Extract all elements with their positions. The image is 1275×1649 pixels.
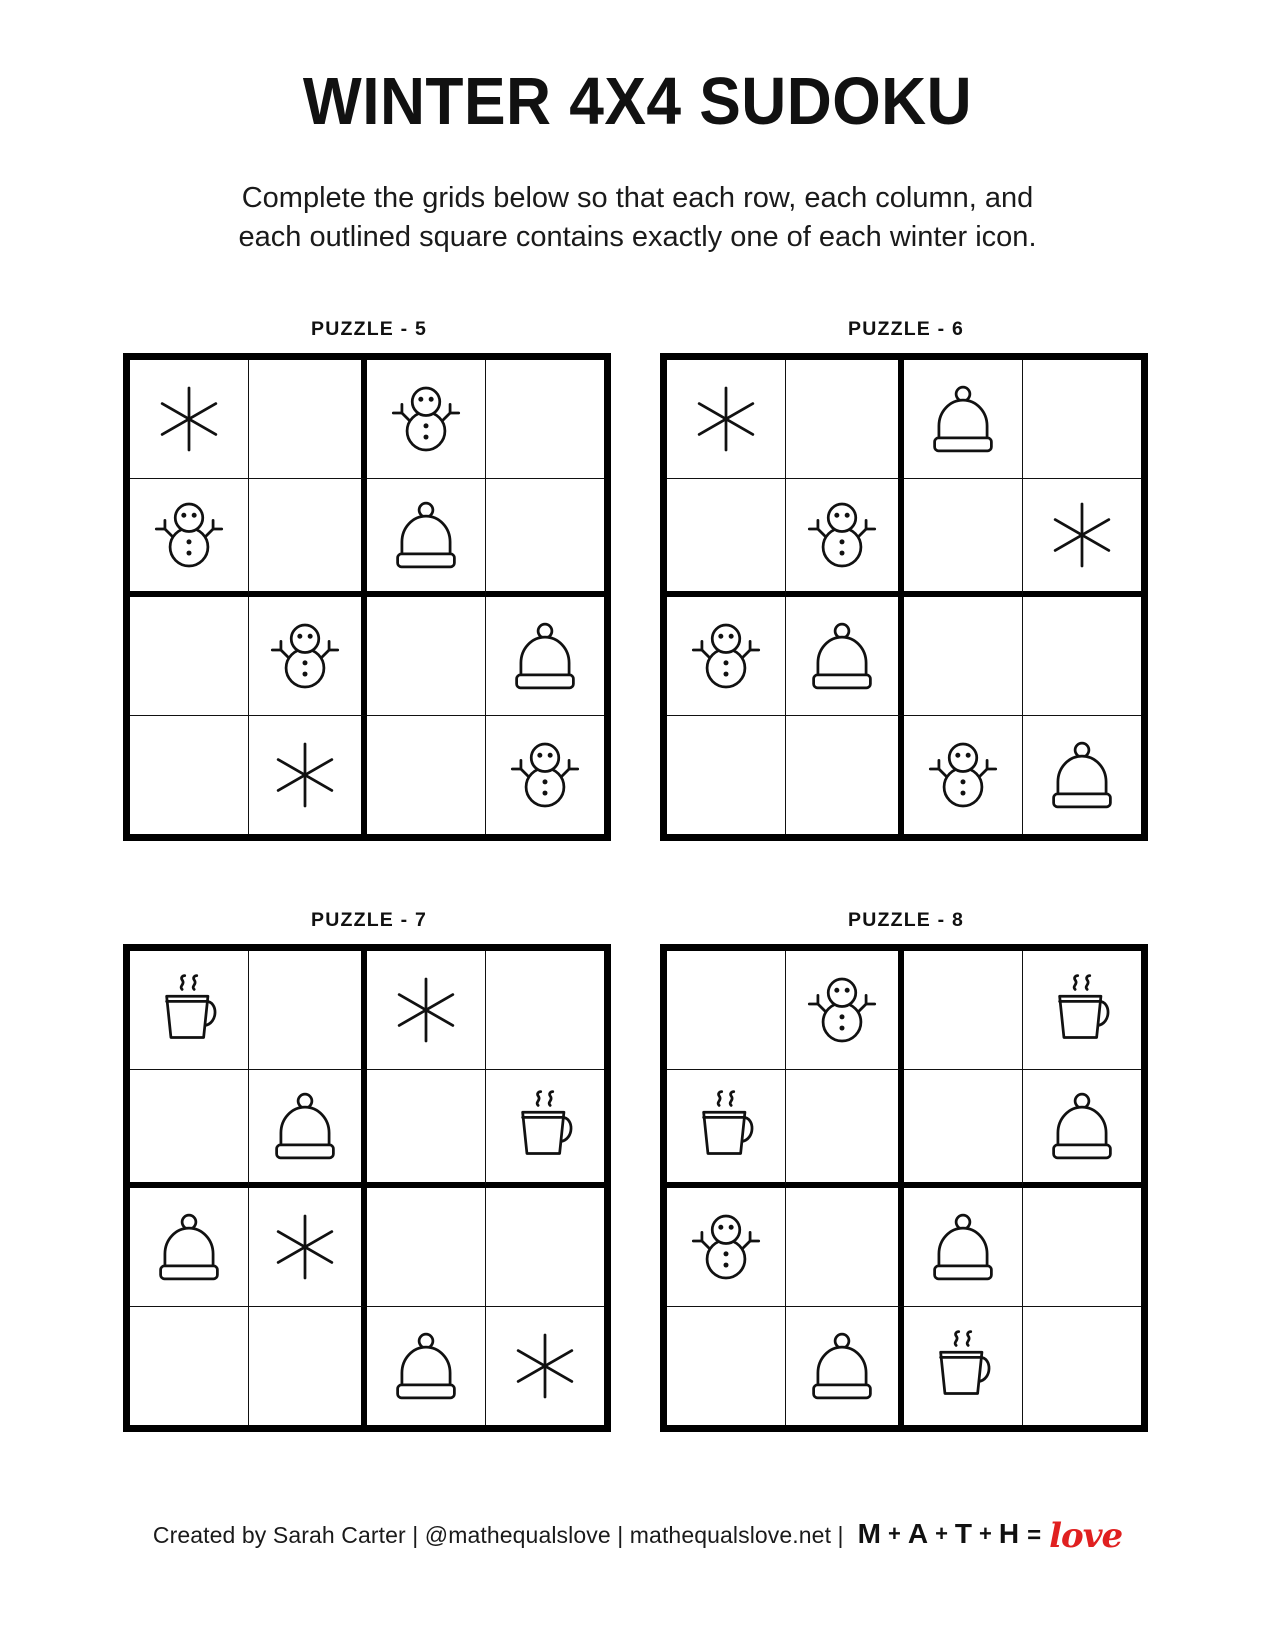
hot-cocoa-mug-icon <box>1039 967 1125 1053</box>
snowflake-icon <box>502 1323 588 1409</box>
sudoku-cell[interactable] <box>486 951 605 1070</box>
snowflake-icon <box>683 376 769 462</box>
puzzle-row-bottom <box>0 909 1275 1432</box>
logo-letter-a: A <box>907 1518 929 1549</box>
sudoku-cell[interactable] <box>486 360 605 479</box>
sudoku-cell[interactable] <box>249 597 368 716</box>
sudoku-cell[interactable] <box>249 1070 368 1189</box>
sudoku-cell[interactable] <box>1023 1307 1142 1426</box>
snowflake-icon <box>262 1204 348 1290</box>
sudoku-cell[interactable] <box>1023 597 1142 716</box>
sudoku-cell[interactable] <box>786 479 905 598</box>
snowman-icon <box>262 613 348 699</box>
math-equals-love-logo <box>857 1512 1123 1556</box>
logo-plus-3: + <box>979 1521 992 1546</box>
snowman-icon <box>799 492 885 578</box>
sudoku-cell[interactable] <box>1023 951 1142 1070</box>
puzzle-block-6 <box>660 318 1152 841</box>
sudoku-cell[interactable] <box>130 1070 249 1189</box>
sudoku-cell[interactable] <box>1023 479 1142 598</box>
sudoku-cell[interactable] <box>367 951 486 1070</box>
puzzle-block-8 <box>660 909 1152 1432</box>
sudoku-cell[interactable] <box>1023 360 1142 479</box>
snowflake-icon <box>262 732 348 818</box>
sudoku-cell[interactable] <box>367 1307 486 1426</box>
puzzle-label-6: PUZZLE - 6 <box>847 318 964 340</box>
sudoku-cell[interactable] <box>486 1188 605 1307</box>
sudoku-cell[interactable] <box>667 951 786 1070</box>
hot-cocoa-mug-icon <box>920 1323 1006 1409</box>
sudoku-cell[interactable] <box>904 360 1023 479</box>
winter-hat-icon <box>262 1083 348 1169</box>
winter-hat-icon <box>799 1323 885 1409</box>
snowman-icon <box>799 967 885 1053</box>
puzzles-container <box>0 318 1275 1432</box>
snowman-icon <box>683 613 769 699</box>
sudoku-cell[interactable] <box>367 716 486 835</box>
puzzle-block-5 <box>123 318 615 841</box>
sudoku-cell[interactable] <box>667 597 786 716</box>
sudoku-cell[interactable] <box>904 716 1023 835</box>
sudoku-cell[interactable] <box>1023 716 1142 835</box>
winter-hat-icon <box>502 613 588 699</box>
puzzle-block-7 <box>123 909 615 1432</box>
instructions <box>0 135 1275 257</box>
sudoku-cell[interactable] <box>367 1188 486 1307</box>
logo-letter-t: T <box>954 1518 973 1549</box>
sudoku-grid-6[interactable] <box>660 353 1148 841</box>
puzzle-label-8: PUZZLE - 8 <box>847 909 964 931</box>
instructions-line-1: Complete the grids below so that each row, each column, and <box>241 182 1034 214</box>
snowman-icon <box>146 492 232 578</box>
sudoku-cell[interactable] <box>667 1188 786 1307</box>
logo-plus-2: + <box>935 1521 948 1546</box>
sudoku-cell[interactable] <box>486 1307 605 1426</box>
sudoku-cell[interactable] <box>130 360 249 479</box>
sudoku-cell[interactable] <box>130 479 249 598</box>
puzzle-label-7: PUZZLE - 7 <box>310 909 427 931</box>
sudoku-cell[interactable] <box>130 951 249 1070</box>
sudoku-cell[interactable] <box>486 479 605 598</box>
sudoku-cell[interactable] <box>130 716 249 835</box>
logo-letter-m: M <box>857 1518 881 1549</box>
logo-equals-sign: = <box>1027 1522 1042 1549</box>
sudoku-cell[interactable] <box>367 597 486 716</box>
sudoku-cell[interactable] <box>904 1070 1023 1189</box>
sudoku-cell[interactable] <box>904 1188 1023 1307</box>
sudoku-cell[interactable] <box>904 1307 1023 1426</box>
snowflake-icon <box>383 967 469 1053</box>
winter-hat-icon <box>383 1323 469 1409</box>
sudoku-grid-8[interactable] <box>660 944 1148 1432</box>
puzzle-label-5: PUZZLE - 5 <box>310 318 427 340</box>
sudoku-cell[interactable] <box>786 1188 905 1307</box>
winter-hat-icon <box>799 613 885 699</box>
winter-hat-icon <box>383 492 469 578</box>
winter-hat-icon <box>920 376 1006 462</box>
credit-text: Created by Sarah Carter | @mathequalslove | mathequalslove.net | <box>152 1522 844 1548</box>
sudoku-cell[interactable] <box>667 1070 786 1189</box>
sudoku-cell[interactable] <box>249 951 368 1070</box>
sudoku-cell[interactable] <box>667 1307 786 1426</box>
winter-hat-icon <box>146 1204 232 1290</box>
sudoku-cell[interactable] <box>130 1188 249 1307</box>
hot-cocoa-mug-icon <box>683 1083 769 1169</box>
hot-cocoa-mug-icon <box>146 967 232 1053</box>
sudoku-cell[interactable] <box>904 597 1023 716</box>
snowman-icon <box>383 376 469 462</box>
snowflake-icon <box>1039 492 1125 578</box>
sudoku-cell[interactable] <box>486 1070 605 1189</box>
logo-love-script: love <box>1049 1516 1123 1556</box>
logo-plus-1: + <box>887 1521 901 1546</box>
sudoku-cell[interactable] <box>786 1307 905 1426</box>
puzzle-row-top <box>0 318 1275 841</box>
sudoku-cell[interactable] <box>904 479 1023 598</box>
sudoku-cell[interactable] <box>367 1070 486 1189</box>
winter-hat-icon <box>1039 1083 1125 1169</box>
snowman-icon <box>502 732 588 818</box>
winter-hat-icon <box>920 1204 1006 1290</box>
snowman-icon <box>683 1204 769 1290</box>
snowman-icon <box>920 732 1006 818</box>
sudoku-cell[interactable] <box>249 716 368 835</box>
sudoku-cell[interactable] <box>249 479 368 598</box>
sudoku-cell[interactable] <box>130 597 249 716</box>
footer <box>0 1512 1275 1556</box>
sudoku-cell[interactable] <box>786 951 905 1070</box>
winter-hat-icon <box>1039 732 1125 818</box>
sudoku-cell[interactable] <box>786 360 905 479</box>
sudoku-cell[interactable] <box>786 716 905 835</box>
sudoku-cell[interactable] <box>667 479 786 598</box>
sudoku-grid-5[interactable] <box>123 353 611 841</box>
hot-cocoa-mug-icon <box>502 1083 588 1169</box>
sudoku-cell[interactable] <box>367 479 486 598</box>
sudoku-cell[interactable] <box>667 360 786 479</box>
sudoku-cell[interactable] <box>904 951 1023 1070</box>
sudoku-cell[interactable] <box>486 597 605 716</box>
sudoku-cell[interactable] <box>249 360 368 479</box>
sudoku-cell[interactable] <box>130 1307 249 1426</box>
page-title: WINTER 4X4 SUDOKU <box>302 64 973 139</box>
sudoku-cell[interactable] <box>1023 1070 1142 1189</box>
sudoku-grid-7[interactable] <box>123 944 611 1432</box>
logo-letter-h: H <box>998 1518 1020 1549</box>
instructions-line-2: each outlined square contains exactly one of each winter icon. <box>238 220 1037 253</box>
sudoku-cell[interactable] <box>1023 1188 1142 1307</box>
sudoku-cell[interactable] <box>249 1188 368 1307</box>
sudoku-cell[interactable] <box>667 716 786 835</box>
sudoku-cell[interactable] <box>786 1070 905 1189</box>
sudoku-cell[interactable] <box>249 1307 368 1426</box>
sudoku-cell[interactable] <box>367 360 486 479</box>
snowflake-icon <box>146 376 232 462</box>
sudoku-cell[interactable] <box>486 716 605 835</box>
sudoku-cell[interactable] <box>786 597 905 716</box>
